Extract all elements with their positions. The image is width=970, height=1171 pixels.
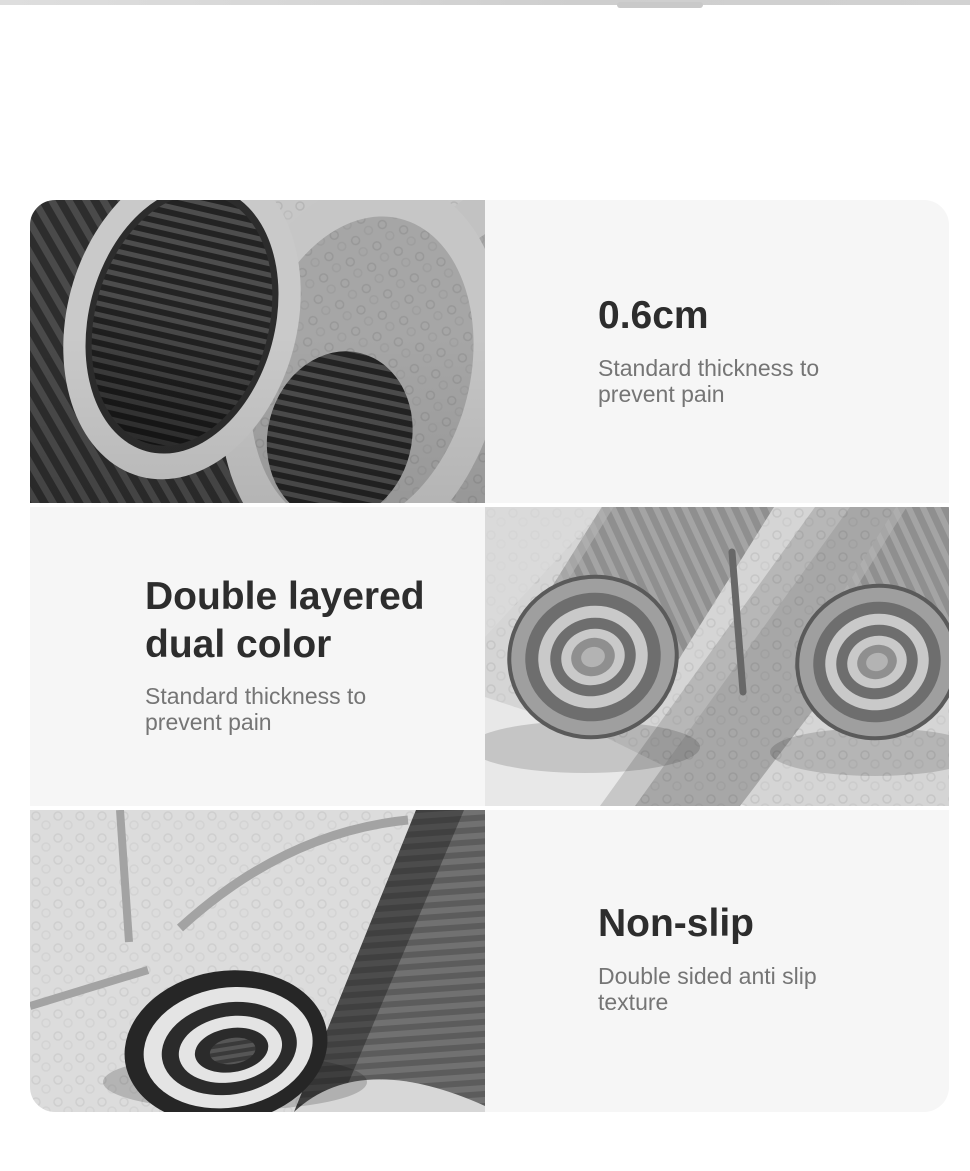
section-thickness-text-panel <box>485 200 949 503</box>
section-thickness-title: 0.6cm <box>598 294 709 337</box>
section-double-layered-description: Standard thickness to prevent pain <box>145 683 367 736</box>
section-non-slip-text-panel <box>485 810 949 1112</box>
section-thickness-description: Standard thickness to prevent pain <box>598 354 820 407</box>
section-double-layered-title: Double layered dual color <box>145 575 425 666</box>
section-double-layered-image <box>485 507 949 806</box>
section-non-slip-image <box>30 810 485 1112</box>
two-rolled-mats-top-view-photo <box>485 507 949 806</box>
page-top-scroll-thumb[interactable] <box>617 2 703 8</box>
rolled-mat-closeup-photo <box>30 200 485 503</box>
section-non-slip-title: Non-slip <box>598 902 754 945</box>
section-thickness-image <box>30 200 485 503</box>
mat-texture-with-roll-photo <box>30 810 485 1112</box>
section-non-slip-description: Double sided anti slip texture <box>598 962 817 1015</box>
page-top-scroll-track[interactable] <box>0 0 970 5</box>
section-double-layered-text-panel <box>30 507 485 806</box>
